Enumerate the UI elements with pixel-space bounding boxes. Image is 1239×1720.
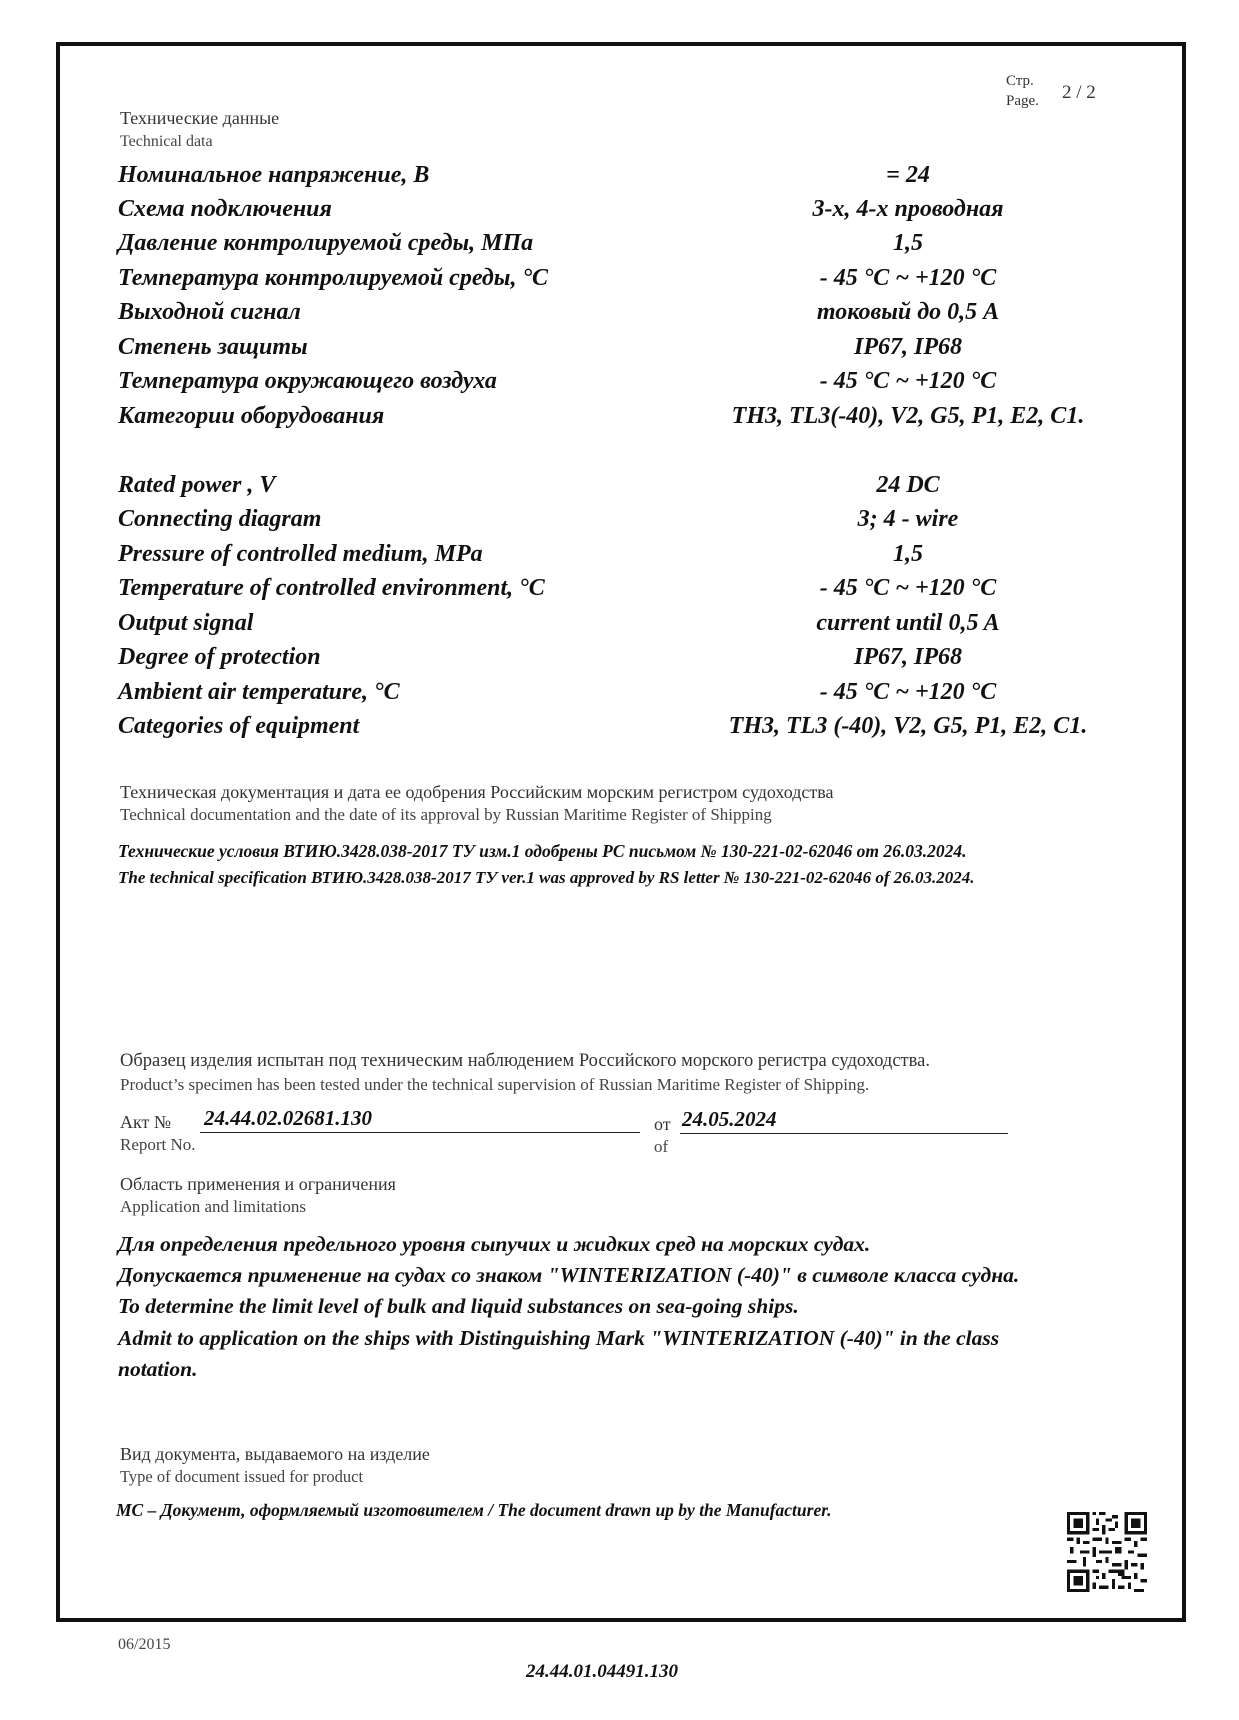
spec-label: Температура окружающего воздуха <box>118 368 497 394</box>
application-line-3: To determine the limit level of bulk and liquid substances on sea-going ships. <box>118 1294 799 1318</box>
report-label-ru: Акт № <box>120 1112 172 1132</box>
spec-row <box>118 295 1118 329</box>
certificate-number: 24.44.01.04491.130 <box>526 1661 678 1682</box>
spec-row <box>118 468 1118 502</box>
spec-label: Connecting diagram <box>118 506 322 532</box>
spec-label: Degree of protection <box>118 644 321 670</box>
page-label-en: Page. <box>1006 93 1039 109</box>
spec-label: Температура контролируемой среды, °С <box>118 265 549 291</box>
application-line-4: Admit to application on the ships with Distinguishing Mark "WINTERIZATION (-40)" in the class <box>118 1326 1000 1350</box>
spec-value: IP67, IP68 <box>854 334 962 360</box>
report-date: 24.05.2024 <box>682 1107 777 1131</box>
application-line-1: Для определения предельного уровня сыпучих и жидких сред на морских судах. <box>118 1232 871 1256</box>
spec-value: - 45 °С ~ +120 °С <box>819 265 997 291</box>
spec-label: Ambient air temperature, °C <box>118 679 400 705</box>
spec-value: 3; 4 - wire <box>857 506 959 532</box>
spec-label: Categories of equipment <box>118 713 360 739</box>
spec-value: токовый до 0,5 А <box>816 299 1000 325</box>
spec-value: 24 DC <box>876 472 940 498</box>
spec-label: Выходной сигнал <box>118 299 301 325</box>
spec-label: Номинальное напряжение, В <box>118 162 430 188</box>
spec-value: = 24 <box>886 162 930 188</box>
spec-row <box>118 571 1118 605</box>
documentation-text-ru: Технические условия ВТИЮ.3428.038-2017 ТУ изм.1 одобрены РС письмом № 130-221-02-62046 от 26.03.2024. <box>118 841 967 861</box>
spec-label: Схема подключения <box>118 196 332 222</box>
date-label-en: of <box>654 1137 669 1156</box>
spec-label: Temperature of controlled environment, °C <box>118 575 545 601</box>
report-date-underline <box>680 1133 1008 1134</box>
application-heading-ru: Область применения и ограничения <box>120 1174 396 1194</box>
documentation-text-en: The technical specification ВТИЮ.3428.038-2017 ТУ ver.1 was approved by RS letter № 130-221-02-62046 of 26.03.2024. <box>118 868 975 887</box>
spec-row <box>118 192 1118 226</box>
date-label-ru: от <box>654 1114 671 1134</box>
spec-row <box>118 640 1118 674</box>
spec-row <box>118 158 1118 192</box>
spec-label: Rated power , V <box>118 472 276 498</box>
application-line-2: Допускается применение на судах со знаком "WINTERIZATION (-40)" в символе класса судна. <box>118 1263 1020 1287</box>
spec-row <box>118 261 1118 295</box>
spec-label: Степень защиты <box>118 334 308 360</box>
form-code: 06/2015 <box>118 1636 171 1653</box>
spec-value: TH3, TL3 (-40), V2, G5, P1, E2, C1. <box>728 713 1088 739</box>
document-type-heading-ru: Вид документа, выдаваемого на изделие <box>120 1444 430 1464</box>
spec-row <box>118 502 1118 536</box>
spec-value: - 45 °C ~ +120 °C <box>819 575 997 601</box>
spec-row <box>118 709 1118 743</box>
application-heading-en: Application and limitations <box>120 1197 307 1216</box>
technical-data-heading-ru: Технические данные <box>120 108 280 128</box>
spec-label: Pressure of controlled medium, MPa <box>118 541 483 567</box>
page-number: 2 / 2 <box>1062 82 1096 103</box>
spec-label: Output signal <box>118 610 254 636</box>
application-line-5: notation. <box>118 1357 198 1381</box>
spec-row <box>118 364 1118 398</box>
spec-value: 1,5 <box>893 230 923 256</box>
spec-value: TH3, TL3(-40), V2, G5, P1, E2, C1. <box>731 403 1085 429</box>
spec-row <box>118 675 1118 709</box>
spec-row <box>118 330 1118 364</box>
spec-row <box>118 537 1118 571</box>
document-type-heading-en: Type of document issued for product <box>120 1467 364 1486</box>
page-label-ru: Стр. <box>1006 73 1034 89</box>
documentation-heading-en: Technical documentation and the date of its approval by Russian Maritime Register of Shipping <box>120 805 772 824</box>
spec-value: - 45 °С ~ +120 °С <box>819 368 997 394</box>
specimen-text-ru: Образец изделия испытан под техническим наблюдением Российского морского регистра судоходства. <box>120 1051 930 1071</box>
qr-code-icon <box>1067 1512 1147 1592</box>
document-type-text: МС – Документ, оформляемый изготовителем / The document drawn up by the Manufacturer. <box>116 1500 832 1520</box>
spec-label: Давление контролируемой среды, МПа <box>118 230 534 256</box>
report-number: 24.44.02.02681.130 <box>204 1106 372 1130</box>
documentation-heading-ru: Техническая документация и дата ее одобрения Российским морским регистром судоходства <box>120 782 834 802</box>
spec-value: 3-х, 4-х проводная <box>812 196 1004 222</box>
spec-row <box>118 606 1118 640</box>
spec-value: IP67, IP68 <box>854 644 962 670</box>
specimen-text-en: Product’s specimen has been tested under the technical supervision of Russian Maritime Register of Shipping. <box>120 1075 870 1094</box>
spec-row <box>118 226 1118 260</box>
spec-value: current until 0,5 A <box>816 610 1000 636</box>
spec-value: 1,5 <box>893 541 923 567</box>
spec-row <box>118 399 1118 433</box>
report-number-underline <box>200 1132 640 1133</box>
technical-data-heading-en: Technical data <box>120 133 213 150</box>
spec-value: - 45 °C ~ +120 °C <box>819 679 997 705</box>
spec-label: Категории оборудования <box>118 403 385 429</box>
report-label-en: Report No. <box>120 1135 196 1154</box>
